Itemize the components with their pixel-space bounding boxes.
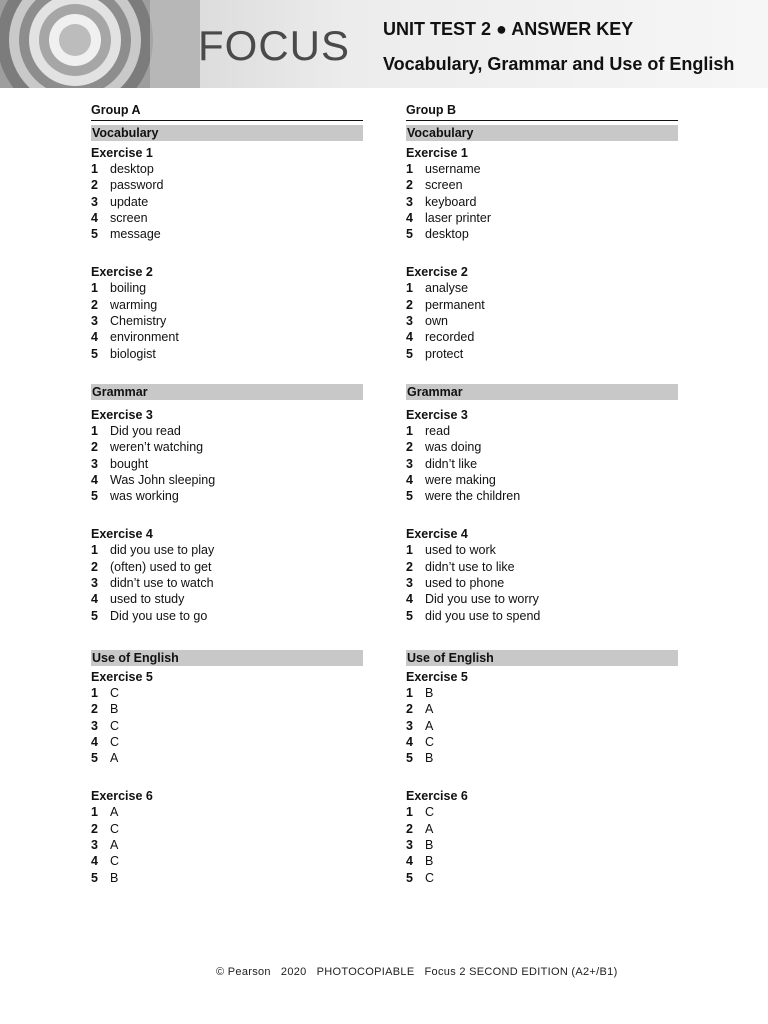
answer-number: 5 bbox=[406, 870, 413, 885]
answer-number: 3 bbox=[406, 456, 413, 471]
answer-row bbox=[91, 472, 363, 488]
answer-number: 2 bbox=[406, 297, 413, 312]
answer-text: C bbox=[425, 734, 435, 749]
answer-text: Did you read bbox=[110, 423, 181, 438]
answer-text: A bbox=[110, 805, 119, 820]
answer-row bbox=[406, 804, 678, 820]
section-vocabulary bbox=[406, 125, 678, 362]
answer-text: did you use to play bbox=[110, 543, 215, 558]
exercise-title: Exercise 4 bbox=[406, 527, 468, 542]
answer-number: 1 bbox=[406, 805, 413, 820]
exercise-block bbox=[91, 669, 363, 766]
answer-row bbox=[91, 821, 363, 837]
answer-number: 3 bbox=[406, 314, 413, 329]
answer-row bbox=[406, 313, 678, 329]
answer-number: 5 bbox=[406, 489, 413, 504]
answer-text: environment bbox=[110, 330, 179, 345]
answer-row bbox=[406, 608, 678, 624]
answer-number: 1 bbox=[406, 162, 413, 176]
answer-text: did you use to spend bbox=[425, 608, 541, 623]
answer-text: C bbox=[110, 685, 120, 700]
answer-number: 1 bbox=[406, 543, 413, 558]
answer-number: 4 bbox=[406, 854, 413, 869]
answer-number: 4 bbox=[91, 330, 98, 345]
answer-row bbox=[406, 837, 678, 853]
exercise-block bbox=[91, 407, 363, 504]
answer-number: 2 bbox=[406, 821, 413, 836]
answer-row bbox=[91, 718, 363, 734]
answer-number: 2 bbox=[406, 702, 413, 717]
answer-number: 2 bbox=[91, 821, 98, 836]
exercise-block bbox=[406, 264, 678, 361]
section-heading: Vocabulary bbox=[91, 125, 363, 141]
answer-row bbox=[406, 734, 678, 750]
group-title: Group A bbox=[91, 103, 363, 121]
answer-row bbox=[406, 559, 678, 575]
answer-text: didn’t use to watch bbox=[110, 576, 214, 591]
answer-row bbox=[91, 575, 363, 591]
answer-row bbox=[406, 329, 678, 345]
exercise-title: Exercise 5 bbox=[406, 669, 468, 684]
answer-number: 1 bbox=[406, 685, 413, 700]
answer-text: protect bbox=[425, 346, 464, 361]
answer-row bbox=[406, 701, 678, 717]
answer-row bbox=[91, 750, 363, 766]
focus-logo: FOCUS bbox=[198, 22, 350, 69]
answer-text: password bbox=[110, 178, 164, 193]
answer-row bbox=[91, 194, 363, 210]
answer-text: update bbox=[110, 194, 149, 209]
answer-number: 5 bbox=[91, 227, 98, 242]
answer-text: message bbox=[110, 227, 161, 242]
exercise-block bbox=[91, 145, 363, 242]
answer-number: 3 bbox=[91, 314, 98, 329]
answer-text: weren’t watching bbox=[110, 440, 204, 455]
answer-number: 5 bbox=[406, 608, 413, 623]
answer-text: bought bbox=[110, 456, 149, 471]
section-grammar bbox=[91, 384, 363, 624]
section-heading: Use of English bbox=[91, 650, 363, 666]
answer-text: didn’t like bbox=[425, 456, 478, 471]
answer-row bbox=[406, 853, 678, 869]
answer-row bbox=[91, 685, 363, 701]
answer-text: B bbox=[425, 751, 434, 766]
answer-number: 1 bbox=[91, 423, 98, 438]
answer-text: B bbox=[425, 685, 434, 700]
answer-row bbox=[406, 718, 678, 734]
answer-text: B bbox=[425, 854, 434, 869]
answer-text: A bbox=[110, 751, 119, 766]
answer-text: C bbox=[425, 805, 435, 820]
answer-text: screen bbox=[425, 178, 463, 193]
answer-text: A bbox=[425, 821, 434, 836]
answer-number: 4 bbox=[406, 472, 413, 487]
answer-row bbox=[91, 542, 363, 558]
copyright-footer: © Pearson 2020 PHOTOCOPIABLE Focus 2 SECOND EDITION (A2+/B1) bbox=[216, 966, 618, 978]
answer-number: 1 bbox=[91, 162, 98, 176]
answer-number: 3 bbox=[406, 194, 413, 209]
answer-row bbox=[91, 734, 363, 750]
answer-row bbox=[91, 608, 363, 624]
exercise-title: Exercise 3 bbox=[91, 407, 153, 422]
section-use-of-english bbox=[406, 650, 678, 886]
answer-text: username bbox=[425, 162, 481, 176]
answer-row bbox=[406, 575, 678, 591]
answer-text: B bbox=[110, 702, 119, 717]
answer-row bbox=[91, 804, 363, 820]
answer-text: keyboard bbox=[425, 194, 477, 209]
answer-number: 2 bbox=[406, 178, 413, 193]
answer-text: warming bbox=[110, 297, 158, 312]
answer-text: own bbox=[425, 314, 448, 329]
test-subtitle: Vocabulary, Grammar and Use of English bbox=[383, 54, 735, 74]
answer-number: 1 bbox=[91, 543, 98, 558]
answer-number: 5 bbox=[91, 346, 98, 361]
answer-row bbox=[91, 297, 363, 313]
answer-text: C bbox=[110, 821, 120, 836]
answer-text: used to work bbox=[425, 543, 496, 558]
answer-text: A bbox=[425, 702, 434, 717]
answer-row bbox=[91, 488, 363, 504]
answer-text: used to study bbox=[110, 592, 185, 607]
answer-text: boiling bbox=[110, 281, 147, 296]
answer-number: 2 bbox=[91, 297, 98, 312]
answer-row bbox=[406, 423, 678, 439]
answer-number: 5 bbox=[406, 751, 413, 766]
answer-number: 2 bbox=[91, 178, 98, 193]
exercise-title: Exercise 3 bbox=[406, 407, 468, 422]
answer-text: laser printer bbox=[425, 210, 491, 225]
answer-number: 4 bbox=[91, 734, 98, 749]
section-heading: Use of English bbox=[406, 650, 678, 666]
answer-number: 2 bbox=[91, 440, 98, 455]
answer-row bbox=[406, 542, 678, 558]
answer-row bbox=[91, 329, 363, 345]
exercise-title: Exercise 4 bbox=[91, 527, 153, 542]
answer-row bbox=[406, 177, 678, 193]
answer-number: 3 bbox=[91, 194, 98, 209]
answer-text: read bbox=[425, 423, 451, 438]
answer-number: 3 bbox=[406, 576, 413, 591]
answer-row bbox=[91, 870, 363, 886]
answer-row bbox=[91, 210, 363, 226]
answer-text: screen bbox=[110, 210, 148, 225]
exercise-block bbox=[406, 145, 678, 242]
exercise-title: Exercise 1 bbox=[406, 146, 468, 160]
answer-number: 5 bbox=[91, 489, 98, 504]
answer-text: A bbox=[110, 838, 119, 853]
answer-number: 3 bbox=[406, 838, 413, 853]
answer-number: 5 bbox=[91, 870, 98, 885]
exercise-title: Exercise 1 bbox=[91, 146, 153, 160]
answer-number: 2 bbox=[91, 702, 98, 717]
answer-number: 1 bbox=[91, 805, 98, 820]
answer-row bbox=[406, 194, 678, 210]
exercise-block bbox=[91, 788, 363, 885]
answer-number: 4 bbox=[91, 210, 98, 225]
answer-row bbox=[91, 701, 363, 717]
answer-text: used to phone bbox=[425, 576, 505, 591]
answer-text: desktop bbox=[110, 162, 154, 176]
answer-number: 2 bbox=[406, 559, 413, 574]
answer-text: A bbox=[425, 718, 434, 733]
answer-number: 3 bbox=[91, 576, 98, 591]
answer-number: 1 bbox=[91, 281, 98, 296]
answer-number: 5 bbox=[406, 227, 413, 242]
exercise-block bbox=[91, 526, 363, 623]
answer-text: C bbox=[110, 734, 120, 749]
answer-text: was working bbox=[110, 489, 179, 504]
answer-number: 4 bbox=[406, 592, 413, 607]
exercise-title: Exercise 2 bbox=[91, 265, 153, 280]
answer-number: 4 bbox=[406, 210, 413, 225]
answer-row bbox=[406, 870, 678, 886]
exercise-title: Exercise 6 bbox=[406, 789, 468, 804]
answer-text: Was John sleeping bbox=[110, 472, 216, 487]
answer-row bbox=[406, 488, 678, 504]
answer-number: 1 bbox=[406, 281, 413, 296]
answer-row bbox=[91, 346, 363, 362]
answer-row bbox=[406, 456, 678, 472]
answer-text: analyse bbox=[425, 281, 469, 296]
answer-text: biologist bbox=[110, 346, 156, 361]
test-title: UNIT TEST 2 ● ANSWER KEY bbox=[383, 19, 634, 39]
focus-circles-graphic bbox=[0, 0, 200, 88]
answer-number: 5 bbox=[91, 751, 98, 766]
answer-row bbox=[406, 472, 678, 488]
exercise-block bbox=[91, 264, 363, 361]
answer-text: were the children bbox=[425, 489, 521, 504]
answer-row bbox=[406, 280, 678, 296]
answer-text: were making bbox=[425, 472, 496, 487]
page-header bbox=[0, 0, 768, 88]
group-title: Group B bbox=[406, 103, 678, 121]
exercise-block bbox=[406, 788, 678, 885]
answer-row bbox=[91, 177, 363, 193]
answer-row bbox=[91, 313, 363, 329]
answer-row bbox=[406, 685, 678, 701]
answer-row bbox=[406, 297, 678, 313]
answer-row bbox=[406, 161, 678, 177]
answer-text: didn’t use to like bbox=[425, 559, 515, 574]
section-heading: Vocabulary bbox=[406, 125, 678, 141]
answer-number: 2 bbox=[406, 440, 413, 455]
section-use-of-english bbox=[91, 650, 363, 886]
answer-row bbox=[406, 346, 678, 362]
answer-row bbox=[91, 853, 363, 869]
answer-number: 3 bbox=[406, 718, 413, 733]
answer-row bbox=[406, 821, 678, 837]
answer-column-group-b bbox=[406, 103, 678, 886]
answer-text: C bbox=[425, 870, 435, 885]
answer-number: 4 bbox=[406, 330, 413, 345]
exercise-title: Exercise 5 bbox=[91, 669, 153, 684]
exercise-title: Exercise 6 bbox=[91, 789, 153, 804]
answer-text: desktop bbox=[425, 227, 469, 242]
answer-text: recorded bbox=[425, 330, 475, 345]
answer-row bbox=[406, 439, 678, 455]
answer-row bbox=[91, 161, 363, 177]
answer-text: Did you use to go bbox=[110, 608, 208, 623]
answer-number: 3 bbox=[91, 838, 98, 853]
answer-text: Did you use to worry bbox=[425, 592, 539, 607]
answer-row bbox=[91, 559, 363, 575]
answer-row bbox=[91, 591, 363, 607]
answer-text: (often) used to get bbox=[110, 559, 212, 574]
answer-row bbox=[91, 423, 363, 439]
answer-number: 4 bbox=[91, 854, 98, 869]
answer-number: 3 bbox=[91, 456, 98, 471]
section-grammar bbox=[406, 384, 678, 624]
answer-row bbox=[91, 456, 363, 472]
answer-text: B bbox=[425, 838, 434, 853]
answer-number: 5 bbox=[91, 608, 98, 623]
answer-row bbox=[91, 439, 363, 455]
answer-text: C bbox=[110, 718, 120, 733]
answer-text: Chemistry bbox=[110, 314, 167, 329]
answer-number: 1 bbox=[406, 423, 413, 438]
answer-number: 3 bbox=[91, 718, 98, 733]
answer-row bbox=[406, 750, 678, 766]
answer-row bbox=[91, 837, 363, 853]
answer-text: C bbox=[110, 854, 120, 869]
answer-text: permanent bbox=[425, 297, 485, 312]
exercise-block bbox=[406, 526, 678, 623]
answer-number: 4 bbox=[91, 592, 98, 607]
answer-row bbox=[91, 226, 363, 242]
answer-text: was doing bbox=[425, 440, 482, 455]
answer-number: 1 bbox=[91, 685, 98, 700]
answer-row bbox=[91, 280, 363, 296]
answer-number: 4 bbox=[91, 472, 98, 487]
answer-row bbox=[406, 210, 678, 226]
section-heading: Grammar bbox=[91, 384, 363, 400]
section-heading: Grammar bbox=[406, 384, 678, 400]
answer-row bbox=[406, 226, 678, 242]
answer-row bbox=[406, 591, 678, 607]
exercise-title: Exercise 2 bbox=[406, 265, 468, 280]
section-vocabulary bbox=[91, 125, 363, 362]
answer-number: 2 bbox=[91, 559, 98, 574]
answer-column-group-a bbox=[91, 103, 363, 886]
answer-number: 5 bbox=[406, 346, 413, 361]
exercise-block bbox=[406, 669, 678, 766]
answer-text: B bbox=[110, 870, 119, 885]
answer-number: 4 bbox=[406, 734, 413, 749]
exercise-block bbox=[406, 407, 678, 504]
